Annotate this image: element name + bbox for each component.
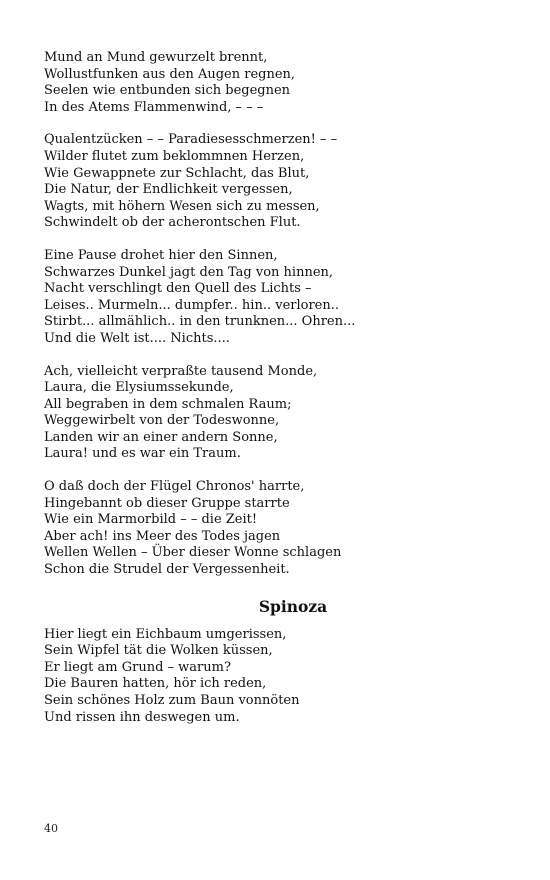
verse-line: Mund an Mund gewurzelt brennt,: [44, 50, 268, 65]
stanza: [44, 248, 514, 348]
stanza: [44, 479, 514, 579]
verse-line: Seelen wie entbunden sich begegnen: [44, 83, 291, 99]
verse-line: Laura, die Elysiumssekunde,: [44, 380, 234, 396]
verse-line: Weggewirbelt von der Todeswonne,: [44, 413, 280, 429]
verse-line: Schwarzes Dunkel jagt den Tag von hinnen,: [44, 264, 334, 280]
verse-line: Wie Gewappnete zur Schlacht, das Blut,: [44, 165, 310, 181]
poem-title: Spinoza: [258, 596, 328, 616]
verse-line: Nacht verschlingt den Quell des Lichts –: [44, 281, 312, 297]
verse-line: Und die Welt ist.... Nichts....: [44, 330, 230, 346]
page-number: 40: [44, 822, 58, 835]
verse-line: Schon die Strudel der Vergessenheit.: [44, 562, 290, 578]
stanza: [44, 50, 514, 116]
verse-line: Leises.. Murmeln... dumpfer.. hin.. verloren..: [44, 297, 340, 313]
verse-line: Ach, vielleicht verpraßte tausend Monde,: [44, 363, 318, 379]
verse-line: Aber ach! ins Meer des Todes jagen: [44, 528, 281, 544]
verse-line: Sein schönes Holz zum Baun vonnöten: [44, 693, 300, 708]
verse-line: Qualentzücken – – Paradiesesschmerzen! – –: [44, 132, 338, 148]
verse-line: Schwindelt ob der acherontschen Flut.: [44, 215, 301, 231]
verse-line: Laura! und es war ein Traum.: [44, 446, 241, 462]
stanza: [44, 627, 514, 727]
verse-line: Er liegt am Grund – warum?: [44, 659, 231, 675]
verse-line: Die Natur, der Endlichkeit vergessen,: [44, 182, 293, 198]
stanza: [44, 132, 514, 232]
verse-line: Wellen Wellen – Über dieser Wonne schlagen: [44, 545, 342, 561]
verse-line: Wilder flutet zum beklommnen Herzen,: [44, 148, 305, 164]
verse-line: O daß doch der Flügel Chronos' harrte,: [44, 479, 305, 495]
verse-line: Hingebannt ob dieser Gruppe starrte: [44, 495, 290, 511]
verse-line: Eine Pause drohet hier den Sinnen,: [44, 247, 278, 263]
verse-line: In des Atems Flammenwind, – – –: [44, 99, 264, 115]
page-body: [44, 50, 514, 742]
verse-line: Landen wir an einer andern Sonne,: [44, 429, 278, 445]
verse-line: Und rissen ihn deswegen um.: [44, 709, 240, 725]
verse-line: Wagts, mit höhern Wesen sich zu messen,: [44, 198, 320, 214]
verse-line: Wie ein Marmorbild – – die Zeit!: [44, 512, 258, 528]
verse-line: All begraben in dem schmalen Raum;: [44, 396, 292, 412]
verse-line: Sein Wipfel tät die Wolken küssen,: [44, 643, 273, 659]
verse-line: Wollustfunken aus den Augen regnen,: [44, 66, 296, 82]
stanza: [44, 364, 514, 464]
verse-line: Hier liegt ein Eichbaum umgerissen,: [44, 626, 287, 642]
verse-line: Stirbt... allmählich.. in den trunknen... Ohren...: [44, 314, 356, 330]
verse-line: Die Bauren hatten, hör ich reden,: [44, 676, 267, 692]
